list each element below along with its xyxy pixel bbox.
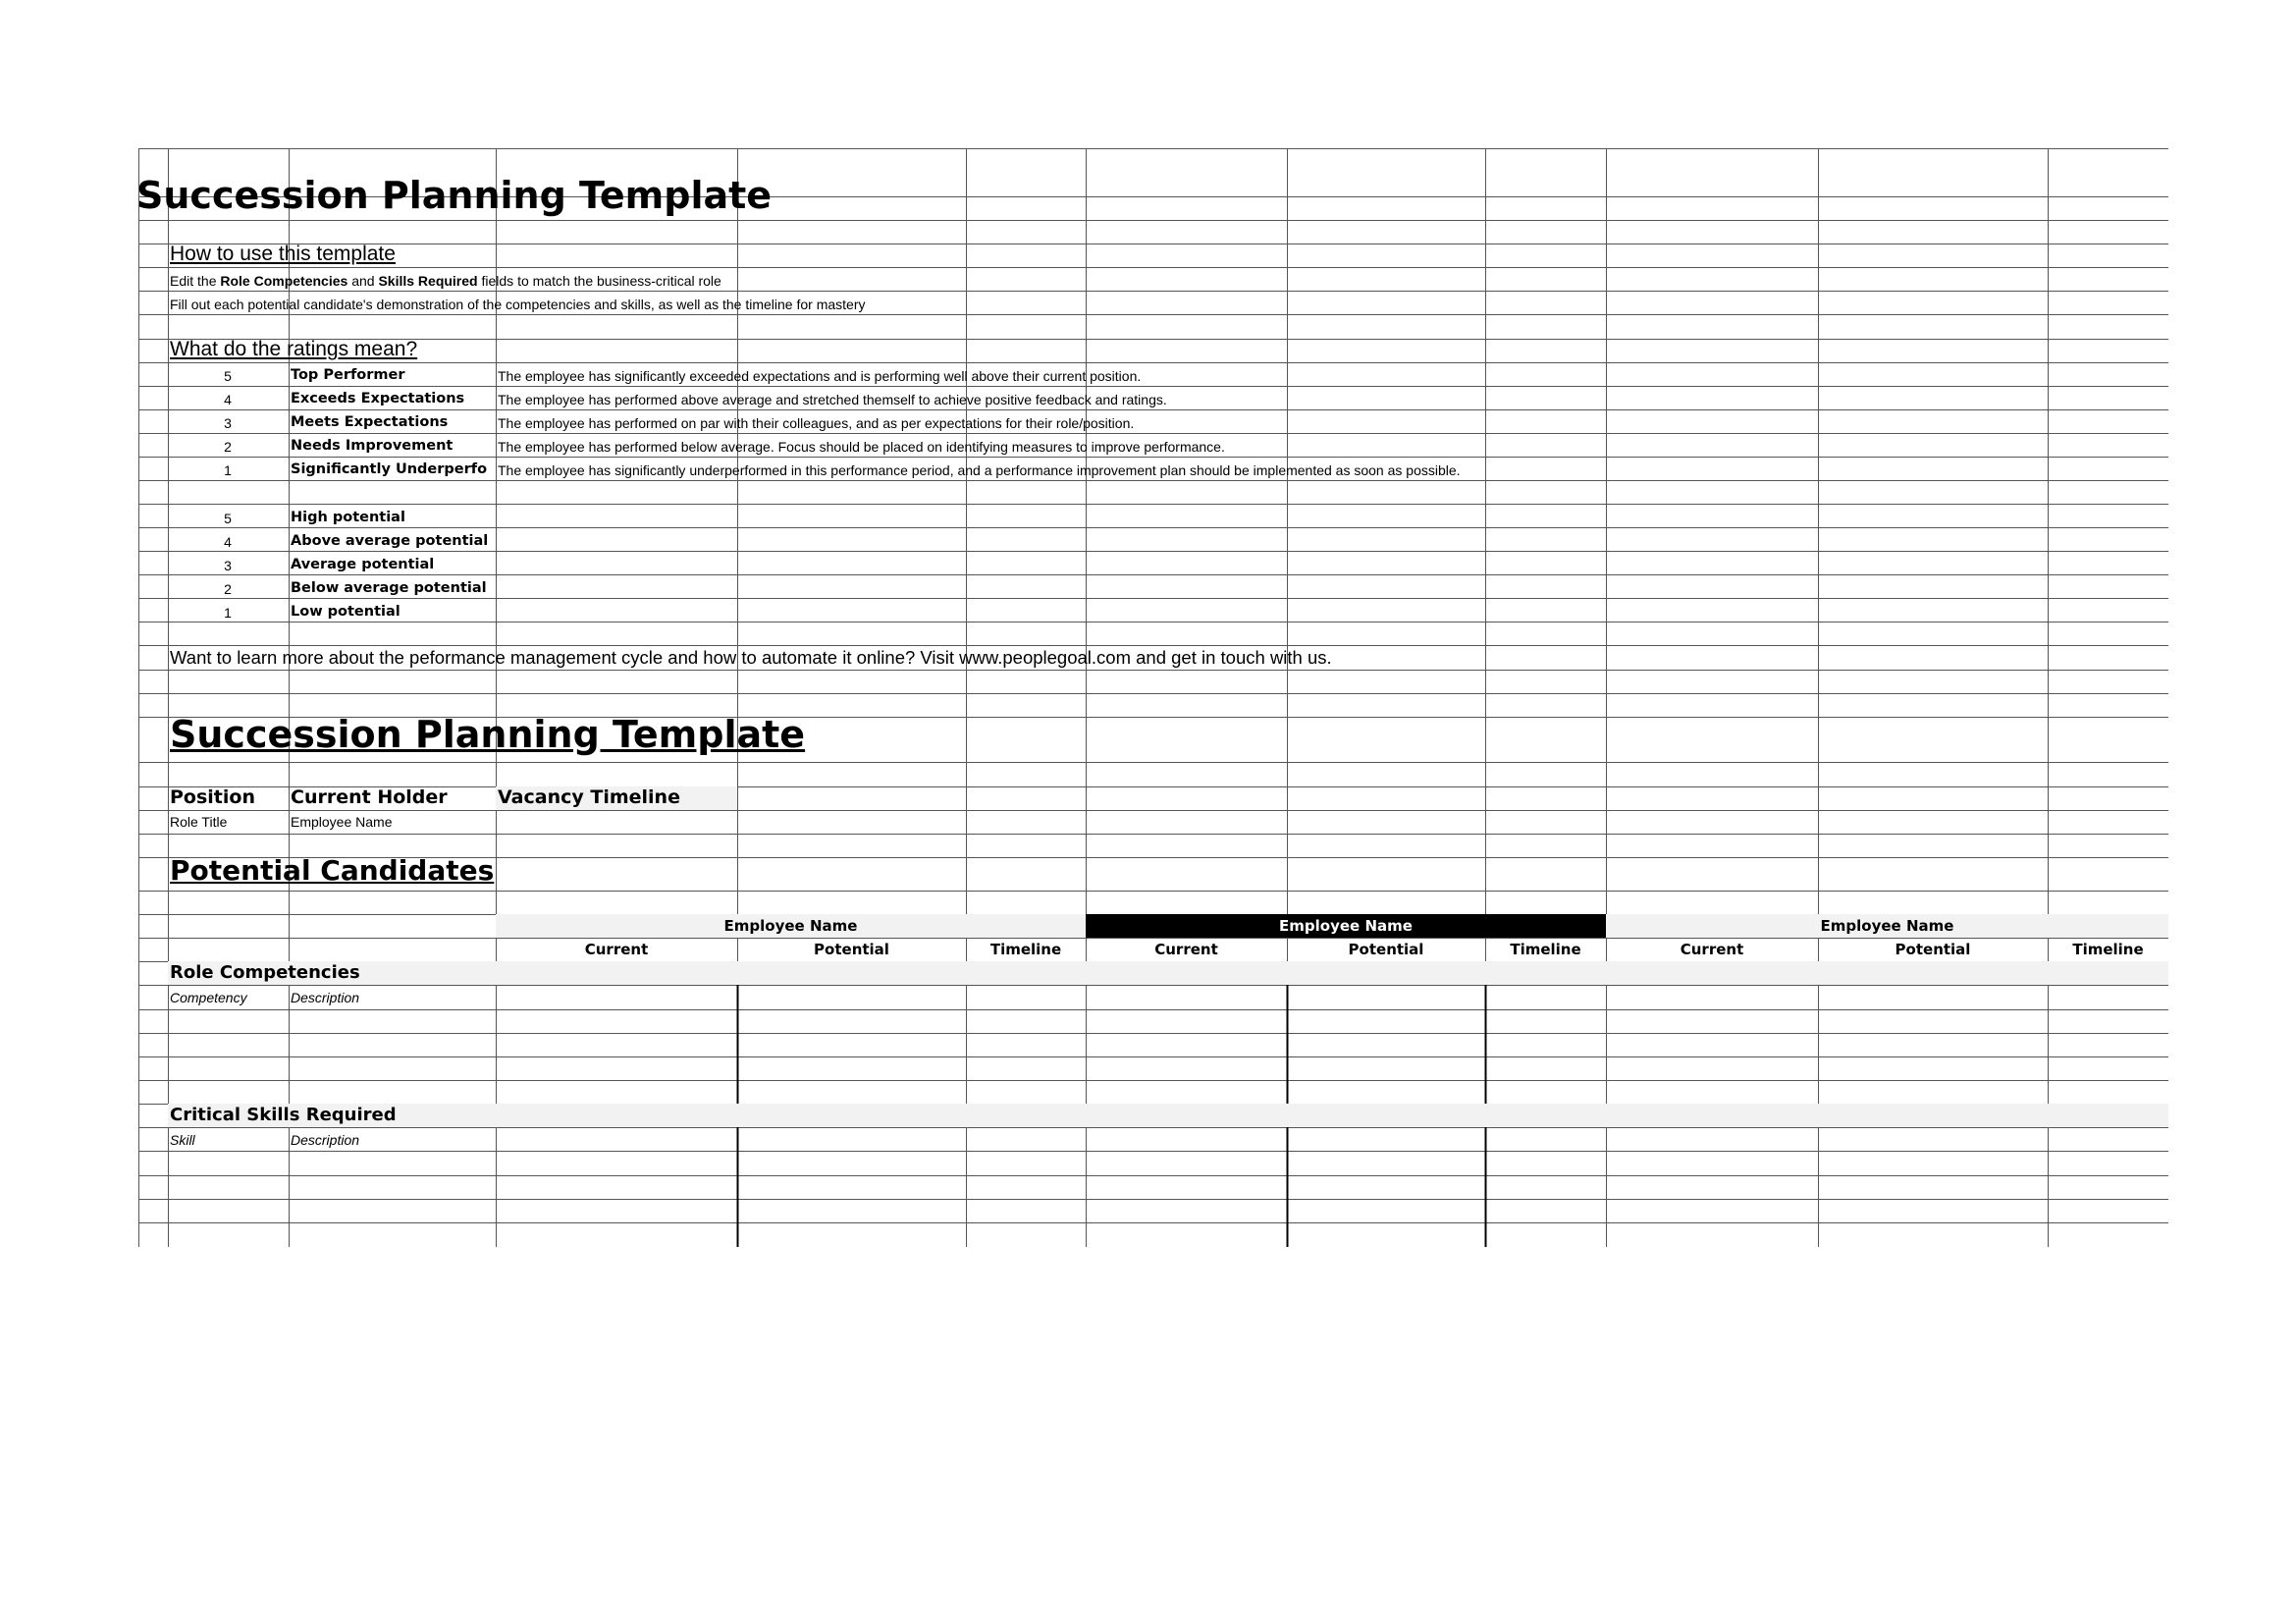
perf-score: 2: [224, 439, 232, 455]
perf-label: Significantly Underperfo: [291, 461, 488, 477]
how-to-line-2: Fill out each potential candidate's demonstration of the competencies and skills, as well as the timeline for mastery: [170, 297, 866, 312]
perf-description: The employee has performed above average and stretched themself to achieve positive feedback and ratings.: [498, 392, 1167, 407]
skill-description-label[interactable]: Description: [291, 1132, 360, 1148]
critical-skills-heading: Critical Skills Required: [170, 1105, 397, 1125]
position-header: Position: [170, 786, 255, 808]
vacancy-timeline-header: Vacancy Timeline: [498, 786, 680, 808]
how-to-heading: How to use this template: [170, 243, 396, 265]
potential-score: 4: [224, 534, 232, 550]
perf-description: The employee has significantly underperformed in this performance period, and a performance improvement plan should be implemented as soon as possible.: [498, 462, 1461, 478]
competency-description-label[interactable]: Description: [291, 990, 360, 1005]
perf-score: 3: [224, 415, 232, 431]
how-to-line-1-part-1: Edit the: [170, 273, 221, 289]
potential-label: Average potential: [291, 557, 435, 572]
potential-score: 1: [224, 605, 232, 621]
spreadsheet: [138, 148, 2168, 1247]
perf-score: 1: [224, 462, 232, 478]
perf-score: 4: [224, 392, 232, 407]
critical-skills-band: [168, 1104, 2168, 1127]
perf-label: Meets Expectations: [291, 414, 449, 430]
template-title: Succession Planning Template: [170, 713, 806, 756]
candidate-2-timeline-header: Timeline: [1510, 941, 1581, 958]
candidate-1-timeline-header: Timeline: [989, 941, 1062, 958]
candidate-3-current-header: Current: [1680, 941, 1744, 958]
perf-label: Needs Improvement: [291, 438, 454, 454]
candidate-2-name[interactable]: Employee Name: [1279, 917, 1413, 935]
potential-candidates-heading: Potential Candidates: [170, 854, 495, 887]
candidate-3-potential-header: Potential: [1895, 941, 1971, 958]
candidate-1-potential-header: Potential: [814, 941, 889, 958]
potential-label: Below average potential: [291, 580, 487, 596]
potential-score: 5: [224, 511, 232, 526]
current-holder-header: Current Holder: [291, 786, 448, 808]
candidate-2-current-header: Current: [1154, 941, 1218, 958]
potential-label: Above average potential: [291, 533, 489, 549]
potential-label: High potential: [291, 510, 405, 525]
role-competencies-band: [168, 961, 2168, 985]
candidate-3-name[interactable]: Employee Name: [1820, 917, 1954, 935]
potential-score: 3: [224, 558, 232, 573]
candidate-1-current-header: Current: [584, 941, 649, 958]
position-value[interactable]: Role Title: [170, 814, 228, 830]
ratings-heading: What do the ratings mean?: [170, 338, 418, 360]
candidate-1-name[interactable]: Employee Name: [723, 917, 858, 935]
perf-label: Exceeds Expectations: [291, 391, 465, 406]
grid-lines: [138, 148, 2168, 1247]
perf-description: The employee has significantly exceeded expectations and is performing well above their current position.: [498, 368, 1142, 384]
how-to-line-1-part-2: and: [347, 273, 379, 289]
competency-column-label[interactable]: Competency: [170, 990, 247, 1005]
perf-description: The employee has performed below average. Focus should be placed on identifying measures to improve performance.: [498, 439, 1225, 455]
perf-description: The employee has performed on par with their colleagues, and as per expectations for their role/position.: [498, 415, 1135, 431]
how-to-line-1-bold-1: Role Competencies: [220, 273, 348, 289]
learn-more-text: Want to learn more about the peformance management cycle and how to automate it online? Visit www.peoplegoal.com and get in touch with us.: [170, 647, 1332, 668]
how-to-line-1: [170, 274, 721, 288]
perf-score: 5: [224, 368, 232, 384]
role-competencies-heading: Role Competencies: [170, 962, 360, 983]
top-title: Succession Planning Template: [136, 174, 773, 217]
how-to-line-1-bold-2: Skills Required: [378, 273, 478, 289]
potential-score: 2: [224, 581, 232, 597]
skill-column-label[interactable]: Skill: [170, 1132, 195, 1148]
how-to-line-1-part-3: fields to match the business-critical role: [477, 273, 721, 289]
current-holder-value[interactable]: Employee Name: [291, 814, 393, 830]
potential-label: Low potential: [291, 604, 400, 620]
candidate-3-timeline-header: Timeline: [2072, 941, 2144, 958]
perf-label: Top Performer: [291, 367, 405, 383]
candidate-2-potential-header: Potential: [1348, 941, 1424, 958]
